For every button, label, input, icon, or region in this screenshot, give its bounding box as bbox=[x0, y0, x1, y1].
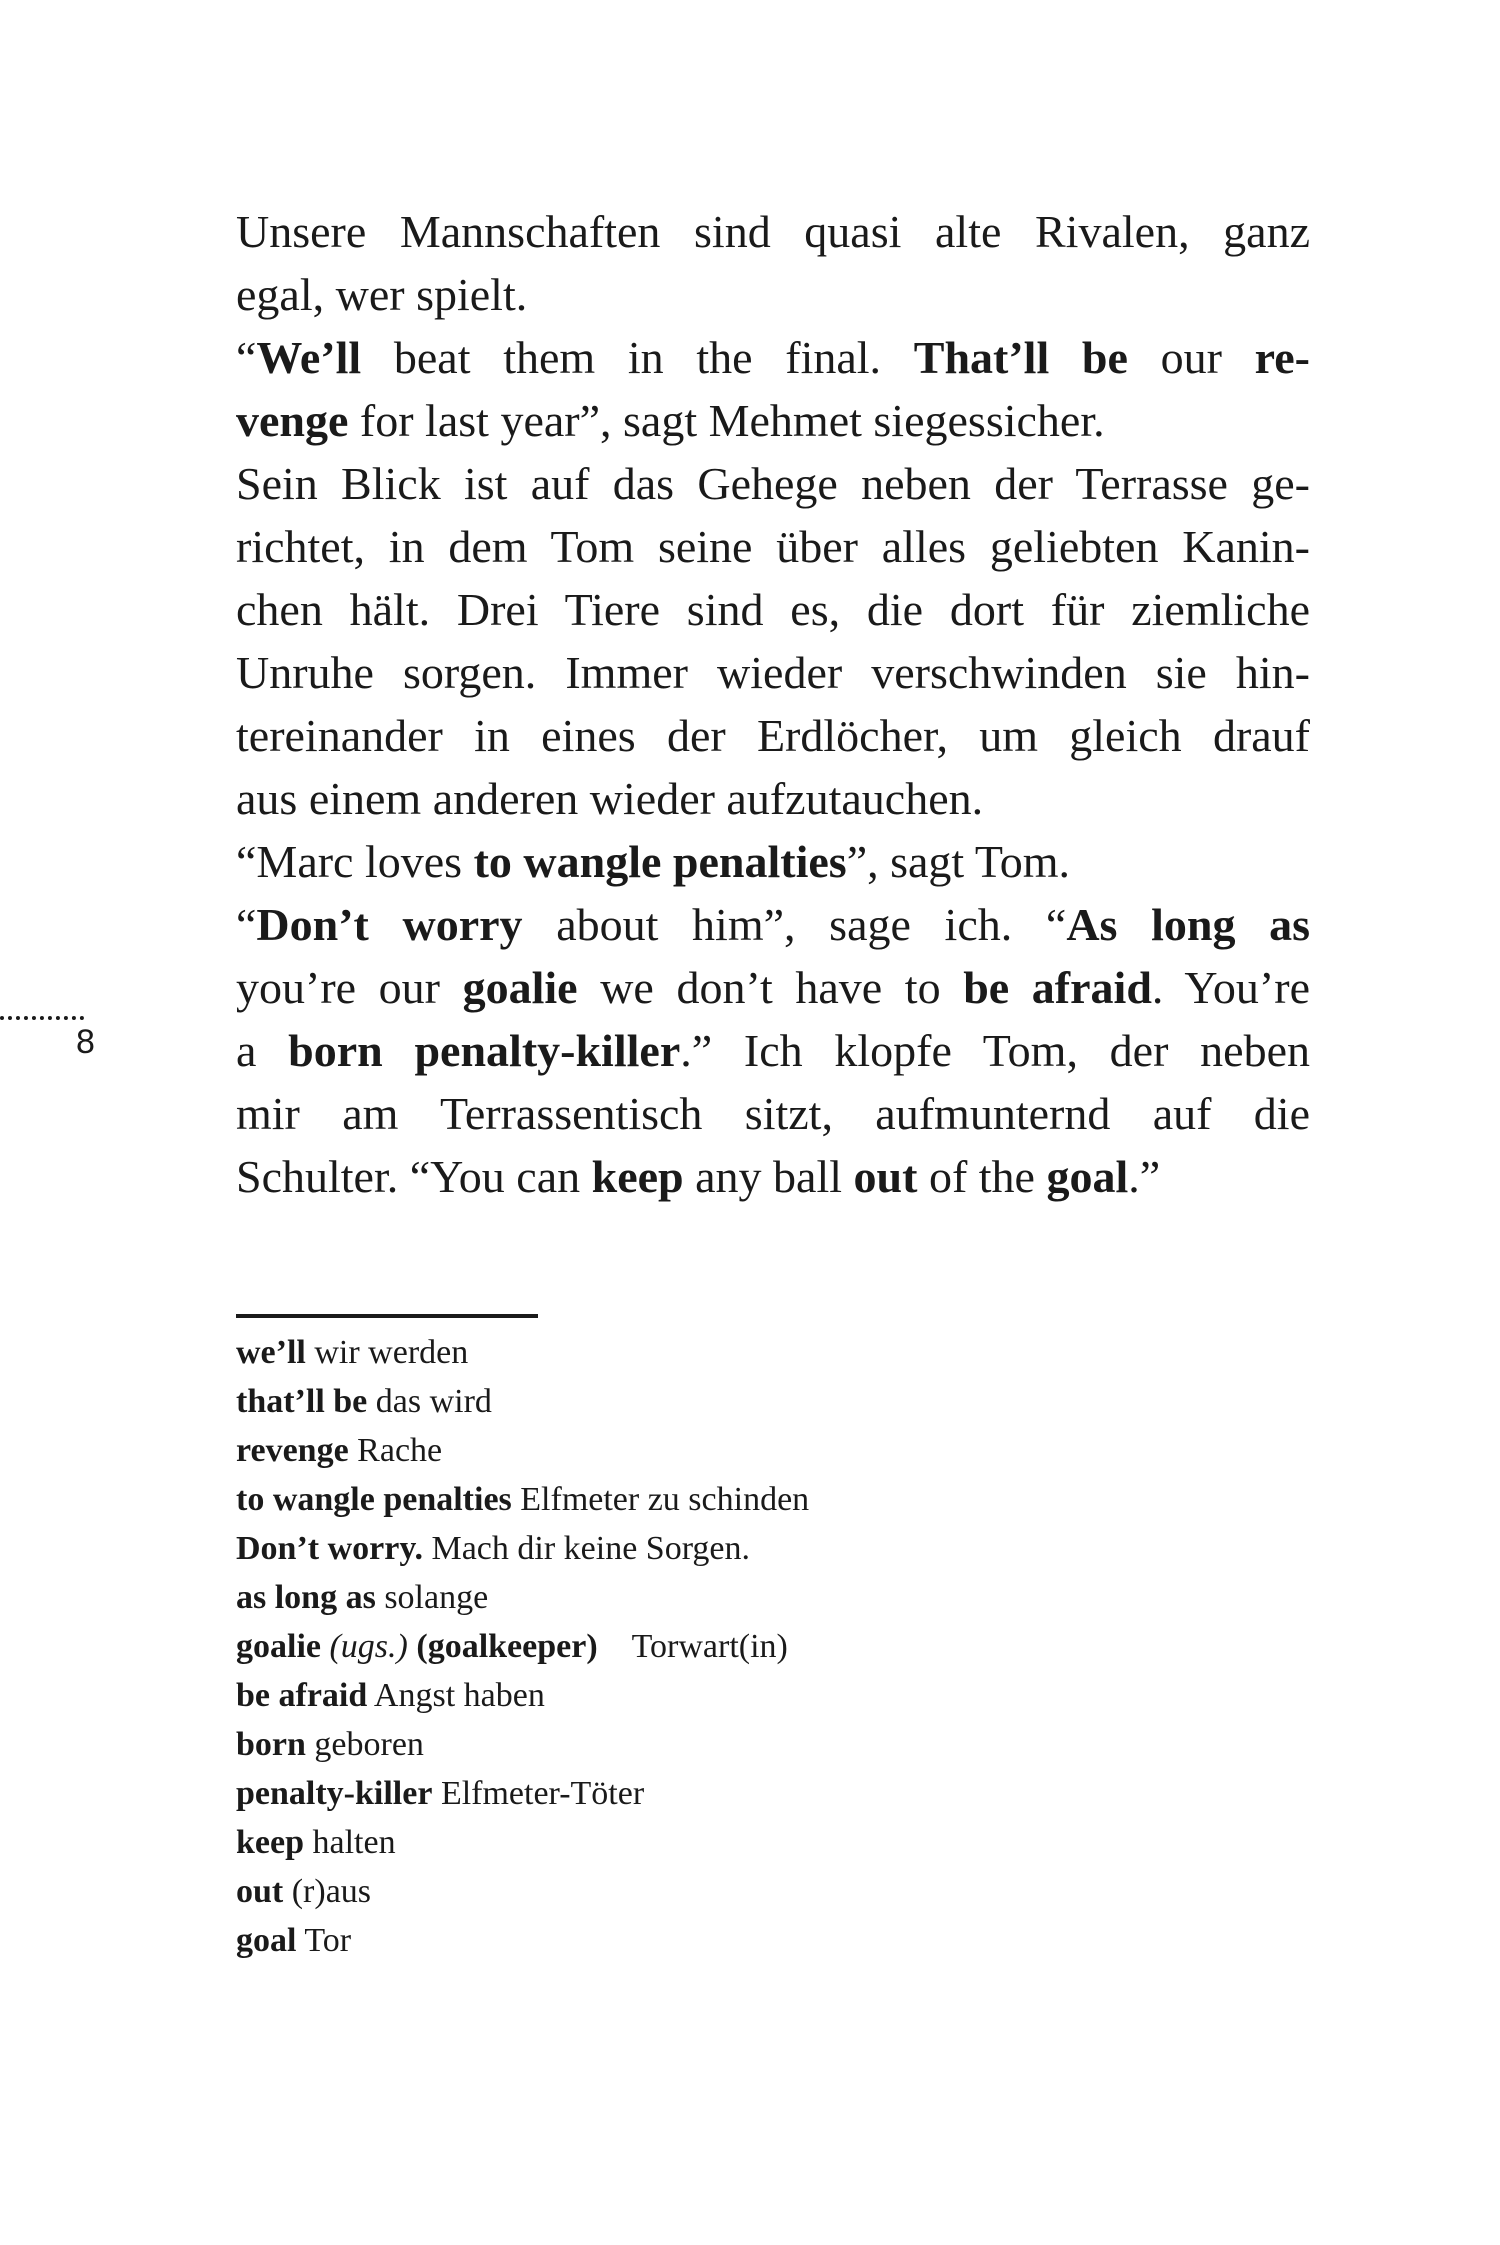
glossary-note: (ugs.) bbox=[329, 1628, 408, 1665]
glossary-translation: halten bbox=[312, 1824, 396, 1861]
glossary-entry bbox=[236, 1524, 809, 1573]
glossary-translation: Angst haben bbox=[373, 1677, 545, 1714]
story-segment: you’re our bbox=[236, 962, 463, 1013]
story-segment: beat them in the final. bbox=[361, 332, 914, 383]
story-segment: of the bbox=[917, 1151, 1047, 1202]
story-segment: our bbox=[1127, 332, 1255, 383]
story-segment: Sein Blick ist auf das Gehege neben der Terrasse ge- bbox=[236, 458, 1310, 509]
vocab-highlight: be afraid bbox=[963, 962, 1152, 1013]
story-segment: “ bbox=[236, 899, 257, 950]
story-line bbox=[236, 893, 1310, 956]
story-segment: Unruhe sorgen. Immer wieder verschwinden sie hin- bbox=[236, 647, 1310, 698]
vocab-highlight: born penalty-killer bbox=[288, 1025, 681, 1076]
glossary-term: we’ll bbox=[236, 1334, 306, 1371]
story-segment: we don’t have to bbox=[577, 962, 964, 1013]
story-line bbox=[236, 389, 1310, 452]
glossary-translation: Rache bbox=[357, 1432, 443, 1469]
glossary-entry bbox=[236, 1769, 809, 1818]
glossary-term: to wangle penalties bbox=[236, 1481, 512, 1518]
glossary-translation: (r)aus bbox=[291, 1873, 372, 1910]
story-segment: “Marc loves bbox=[236, 836, 474, 887]
glossary-translation: Elfmeter-Töter bbox=[440, 1775, 645, 1812]
glossary-entry bbox=[236, 1720, 809, 1769]
glossary-entry bbox=[236, 1867, 809, 1916]
story-segment: Unsere Mannschaften sind quasi alte Rivalen, ganz bbox=[236, 206, 1310, 257]
glossary-term: revenge bbox=[236, 1432, 349, 1469]
glossary-term: Don’t worry. bbox=[236, 1530, 423, 1567]
vocab-highlight: out bbox=[853, 1151, 918, 1202]
story-segment: “ bbox=[236, 332, 257, 383]
story-segment: .” Ich klopfe Tom, der neben bbox=[680, 1025, 1310, 1076]
glossary-term: be afraid bbox=[236, 1677, 368, 1714]
story-segment: about him”, sage ich. “ bbox=[522, 899, 1067, 950]
story-line bbox=[236, 1019, 1310, 1082]
footnote-rule bbox=[236, 1314, 538, 1318]
story-segment: for last year”, sagt Mehmet siegessicher. bbox=[348, 395, 1105, 446]
story-segment: chen hält. Drei Tiere sind es, die dort für ziemliche bbox=[236, 584, 1310, 635]
glossary-term: born bbox=[236, 1726, 306, 1763]
page-number: 8 bbox=[76, 1023, 95, 1061]
story-line bbox=[236, 704, 1310, 767]
story-segment: aus einem anderen wieder aufzutauchen. bbox=[236, 773, 984, 824]
story-line bbox=[236, 767, 1310, 830]
vocab-highlight: re- bbox=[1254, 332, 1310, 383]
story-segment: mir am Terrassentisch sitzt, aufmunternd auf die bbox=[236, 1088, 1310, 1139]
glossary-entry bbox=[236, 1818, 809, 1867]
story-line bbox=[236, 200, 1310, 263]
glossary-term-alt: (goalkeeper) bbox=[416, 1628, 598, 1665]
vocab-highlight: to wangle penalties bbox=[473, 836, 847, 887]
glossary-term: out bbox=[236, 1873, 284, 1910]
glossary-entry bbox=[236, 1377, 809, 1426]
story-line bbox=[236, 515, 1310, 578]
story-line bbox=[236, 830, 1310, 893]
story-line bbox=[236, 326, 1310, 389]
story-line bbox=[236, 452, 1310, 515]
glossary-translation: das wird bbox=[375, 1383, 492, 1420]
glossary-list bbox=[236, 1328, 809, 1965]
story-line bbox=[236, 263, 1310, 326]
glossary-translation: Mach dir keine Sorgen. bbox=[431, 1530, 750, 1567]
vocab-highlight: We’ll bbox=[256, 332, 362, 383]
glossary-entry bbox=[236, 1622, 809, 1671]
story-segment: ”, sagt Tom. bbox=[846, 836, 1071, 887]
glossary-entry bbox=[236, 1573, 809, 1622]
story-text bbox=[236, 200, 1310, 1208]
glossary-entry bbox=[236, 1671, 809, 1720]
vocab-highlight: As long as bbox=[1066, 899, 1310, 950]
glossary-entry bbox=[236, 1916, 809, 1965]
story-line bbox=[236, 1145, 1310, 1208]
story-segment: egal, wer spielt. bbox=[236, 269, 528, 320]
story-segment: tereinander in eines der Erdlöcher, um gleich drauf bbox=[236, 710, 1310, 761]
glossary-entry bbox=[236, 1328, 809, 1377]
story-line bbox=[236, 578, 1310, 641]
story-segment: .” bbox=[1128, 1151, 1161, 1202]
margin-dotted-marker bbox=[0, 1016, 84, 1020]
glossary-term: keep bbox=[236, 1824, 304, 1861]
vocab-highlight: venge bbox=[236, 395, 349, 446]
story-segment: a bbox=[236, 1025, 289, 1076]
vocab-highlight: goal bbox=[1046, 1151, 1129, 1202]
glossary-translation: solange bbox=[384, 1579, 489, 1616]
vocab-highlight: keep bbox=[591, 1151, 684, 1202]
glossary-term: that’ll be bbox=[236, 1383, 368, 1420]
story-segment: . You’re bbox=[1151, 962, 1310, 1013]
glossary-translation: Torwart(in) bbox=[631, 1628, 788, 1665]
vocab-highlight: Don’t worry bbox=[256, 899, 523, 950]
story-line bbox=[236, 641, 1310, 704]
story-line bbox=[236, 1082, 1310, 1145]
glossary-translation: Elfmeter zu schinden bbox=[520, 1481, 810, 1518]
story-segment: Schulter. “You can bbox=[236, 1151, 592, 1202]
glossary-translation: wir werden bbox=[314, 1334, 469, 1371]
glossary-entry bbox=[236, 1475, 809, 1524]
glossary-term: goal bbox=[236, 1922, 297, 1959]
story-line bbox=[236, 956, 1310, 1019]
glossary-translation: geboren bbox=[314, 1726, 424, 1763]
story-segment: richtet, in dem Tom seine über alles geliebten Kanin- bbox=[236, 521, 1310, 572]
vocab-highlight: goalie bbox=[462, 962, 578, 1013]
glossary-entry bbox=[236, 1426, 809, 1475]
glossary-term: penalty-killer bbox=[236, 1775, 433, 1812]
glossary-term: as long as bbox=[236, 1579, 376, 1616]
glossary-term: goalie bbox=[236, 1628, 321, 1665]
story-segment: any ball bbox=[683, 1151, 854, 1202]
vocab-highlight: That’ll be bbox=[913, 332, 1128, 383]
glossary-translation: Tor bbox=[304, 1922, 352, 1959]
